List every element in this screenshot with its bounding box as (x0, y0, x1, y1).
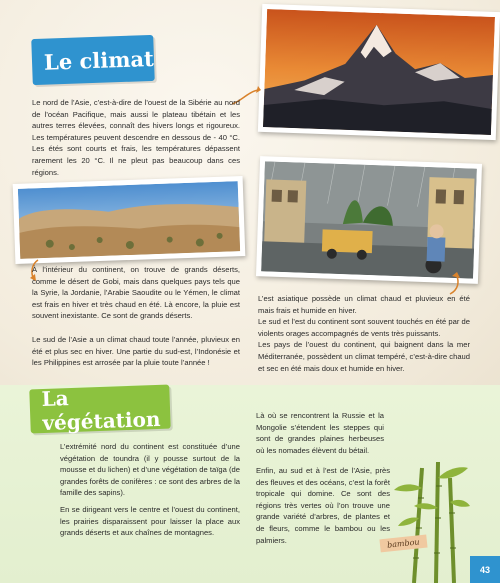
bamboo-tag: bambou (379, 535, 427, 553)
bamboo-illustration (392, 458, 470, 583)
climate-title: Le climat (31, 35, 155, 85)
page-number: 43 (470, 556, 500, 583)
desert-photo (13, 176, 246, 264)
vegetation-south-paragraph: Enfin, au sud et à l’est de l’Asie, près des fleuves et des océans, c’est la forêt tropicale qui domine. Ce sont des régions très vertes où l’on trouve une grande variété d’arbres, de plantes et de fleurs, comme le bambou ou les palmiers. (256, 466, 390, 545)
street-illustration (256, 156, 482, 284)
vegetation-center-paragraph: En se dirigeant vers le centre et l’ouest du continent, les prairies disparaissent pour laisser la place aux grands déserts et aux chaînes de montagnes. (60, 505, 240, 538)
climate-east-paragraph: L’est asiatique possède un climat chaud et pluvieux en été mais frais et humide en hiver. Le sud et l’est du continent sont souvent touchés en été par de violents orages accompagnés de vents très puissants. Les pays de l’ouest du continent, qui baignent dans la mer Méditerranée, possèdent un climat tempéré, c’est-à-dire chaud et sec en été mais doux et humide en hiver. (258, 294, 470, 373)
climate-deserts-paragraph: À l’intérieur du continent, on trouve de grands déserts, comme le désert de Gobi, mais dans quelques pays tels que la Syrie, la Jordanie, l’Arabie Saoudite ou le Yémen, le climat est frais en hiver et très chaud en été. Là encore, la pluie est souvent inexistante. Ce sont de grands déserts. (32, 265, 240, 321)
vegetation-north-paragraph: L’extrémité nord du continent est constituée d’une végétation de toundra (il y pousse surtout de la mousse et du lichen) et d’une végétation de taïga (de grandes forêts de conifères : ce sont des arbres de la famille des sapins). (60, 442, 240, 498)
climate-north-paragraph: Le nord de l’Asie, c’est-à-dire de l’ouest de la Sibérie au nord de l’océan Pacifique, mais aussi le plateau tibétain et les autres terres élevées, connaît des hivers longs et rigoureux. Les températures peuvent descendre en dessous de - 40 °C. Les étés sont courts et frais, les températures dépassent rarement les 20 °C. Il ne pleut pas beaucoup dans ces régions. (32, 98, 240, 177)
vegetation-title: La végétation (29, 385, 170, 434)
climate-south-paragraph: Le sud de l’Asie a un climat chaud toute l’année, pluvieux en été et plus sec en hiver. Une partie du sud-est, l’Indonésie et les Philippines est arrosée par la pluie toute l’année ! (32, 335, 240, 368)
mountain-photo (258, 4, 500, 140)
vegetation-steppes-paragraph: Là où se rencontrent la Russie et la Mongolie s’étendent les steppes qui sont de grandes plaines herbeuses où les nomades élèvent du bétail. (256, 411, 384, 455)
